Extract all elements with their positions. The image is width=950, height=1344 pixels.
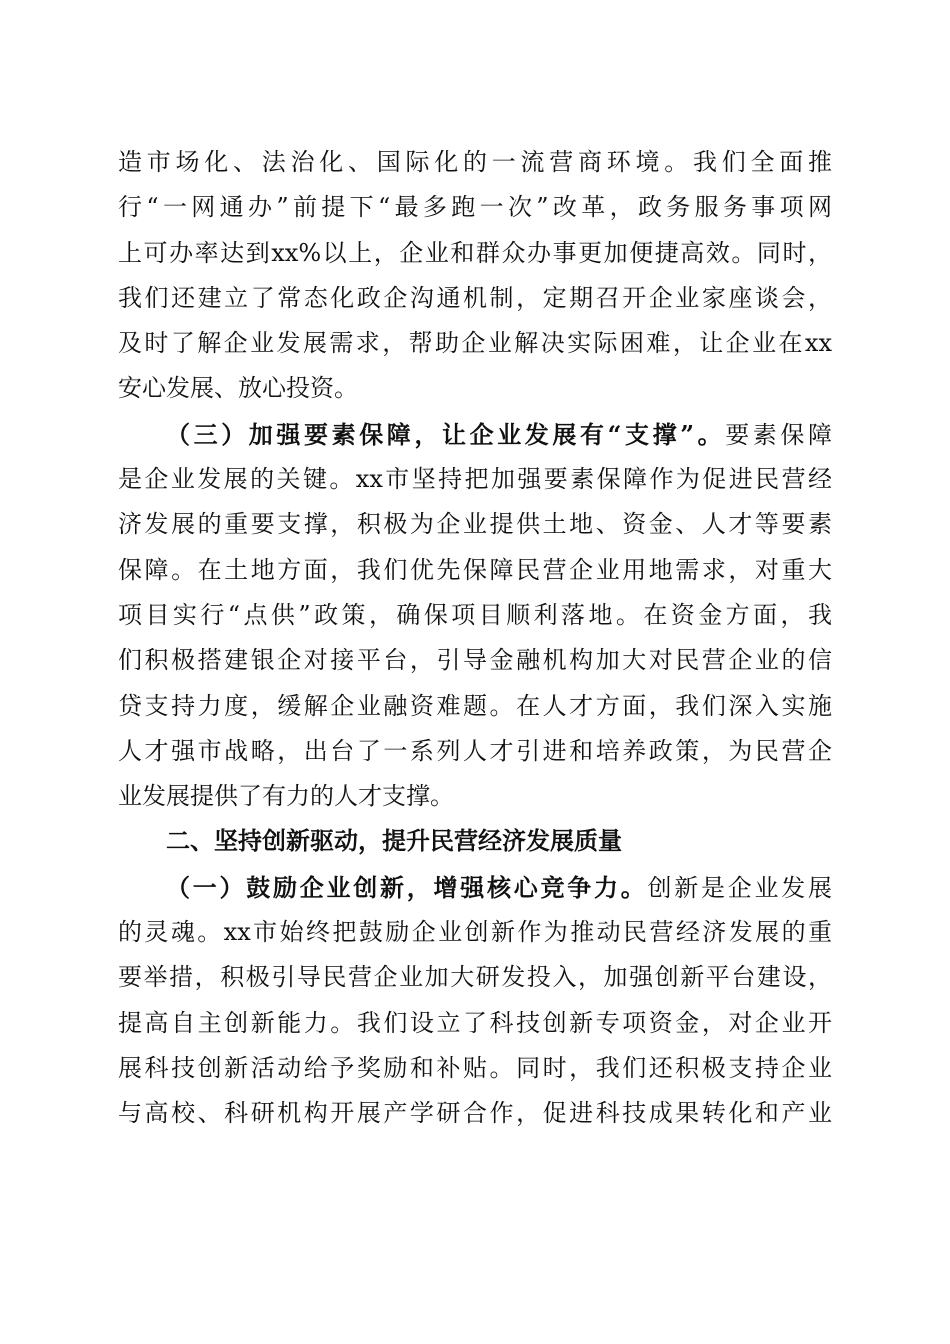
subsection-line — [118, 865, 832, 910]
text-line: 造市场化、法治化、国际化的一流营商环境。我们全面推 — [118, 148, 832, 176]
text-line: 及时了解企业发展需求，帮助企业解决实际困难，让企业在xx — [118, 329, 832, 358]
text-line: 提高自主创新能力。我们设立了科技创新专项资金，对企业开 — [118, 1008, 832, 1037]
text-line: 保障。在土地方面，我们优先保障民营企业用地需求，对重大 — [118, 555, 832, 584]
text-line: 们积极搭建银企对接平台，引导金融机构加大对民营企业的信 — [118, 646, 832, 675]
text-line: 与高校、科研机构开展产学研合作，促进科技成果转化和产业 — [118, 1099, 832, 1128]
subsection-text: 要素保障 — [725, 420, 832, 449]
subsection-title: （三）加强要素保障，让企业发展有“支撑”。 — [166, 419, 726, 449]
text-line: 项目实行“点供”政策，确保项目顺利落地。在资金方面，我 — [118, 600, 832, 629]
text-line: 要举措，积极引导民营企业加大研发投入，加强创新平台建设， — [118, 963, 832, 992]
document-body — [118, 140, 832, 1137]
subsection-title: （一）鼓励企业创新，增强核心竞争力。 — [166, 872, 648, 902]
text-line: 济发展的重要支撑，积极为企业提供土地、资金、人才等要素 — [118, 510, 832, 539]
section-heading: 二、坚持创新驱动，提升民营经济发展质量 — [166, 827, 622, 856]
text-line: 人才强市战略，出台了一系列人才引进和培养政策，为民营企 — [118, 736, 832, 765]
text-line: 贷支持力度，缓解企业融资难题。在人才方面，我们深入实施 — [118, 691, 832, 720]
text-line: 是企业发展的关键。xx市坚持把加强要素保障作为促进民营经 — [118, 465, 832, 494]
text-line: 安心发展、放心投资。 — [118, 374, 358, 403]
text-line: 业发展提供了有力的人才支撑。 — [118, 782, 454, 811]
subsection-line — [118, 412, 832, 457]
text-line: 上可办率达到xx%以上，企业和群众办事更加便捷高效。同时， — [118, 238, 832, 267]
text-line: 展科技创新活动给予奖励和补贴。同时，我们还积极支持企业 — [118, 1053, 832, 1082]
text-line: 行“一网通办”前提下“最多跑一次”改革，政务服务事项网 — [118, 193, 832, 222]
subsection-text: 创新是企业发展 — [647, 873, 832, 902]
text-line: 我们还建立了常态化政企沟通机制，定期召开企业家座谈会， — [118, 283, 832, 312]
text-line: 的灵魂。xx市始终把鼓励企业创新作为推动民营经济发展的重 — [118, 918, 832, 947]
